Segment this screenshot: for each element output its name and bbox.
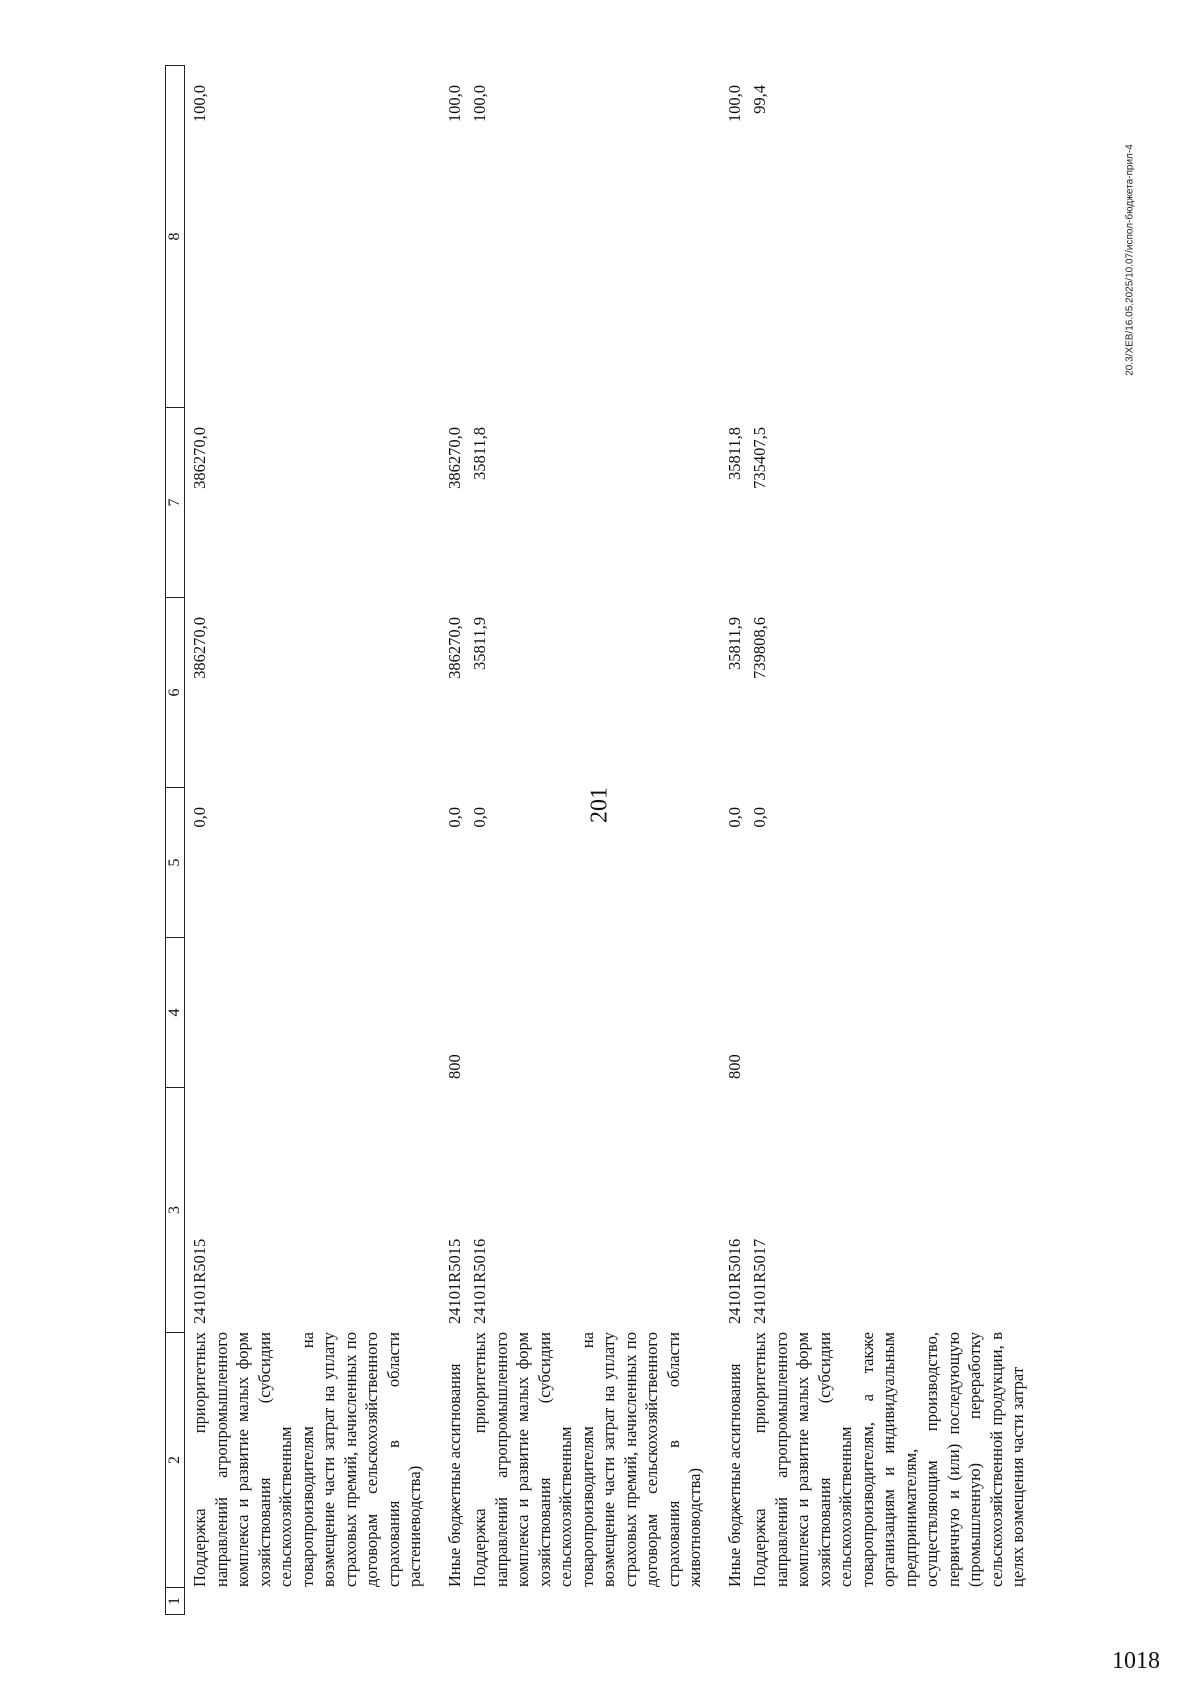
value-col5: 0,0 [724,807,744,828]
value-col5: 0,0 [750,807,769,828]
value-col5: 0,0 [470,807,489,828]
value-col5: 0,0 [444,807,464,828]
value-col7: 35811,8 [724,427,744,481]
row-description: Поддержка приоритетных направлений агропромышленного комплекса и развитие малых форм хозяйствования (субсидии сельскохозяйственным товаропроизводителям, а также организациям и индивидуальным предпринимателям, осуществляющим производство, первичную и (или) последующую (промышленную) переработку сельскохозяйственной продукции, в целях возмещения части затрат [750,1332,1027,1587]
footer-code: 20.3/ХЕВ/16.05.2025/10.07/испол-бюджета-прил-4 [1124,144,1136,376]
expense-type [745,937,1029,1087]
expense-type: 800 [724,1054,744,1079]
expense-type: 800 [444,1054,464,1079]
table-row [745,65,1029,1615]
target-article-code: 24101R5017 [750,1238,769,1324]
row-number [465,1587,706,1615]
row-description: Поддержка приоритетных направлений агропромышленного комплекса и развитие малых форм хозяйствования (субсидии сельскохозяйственным товаропроизводителям на возмещение части затрат на уплату страховых премий, начисленных по договорам сельскохозяйственного страхования в области растениеводства) [190,1332,424,1587]
expense-type [465,937,706,1087]
expense-type [185,937,426,1087]
sheet-number: 1018 [1112,1648,1160,1674]
value-col6: 386270,0 [444,617,464,679]
value-col8: 100,0 [724,85,744,123]
table-row [185,65,426,1615]
table-row [720,65,746,1615]
page-number: 201 [586,787,613,823]
column-header: 5 [165,787,185,937]
table-row [465,65,706,1615]
column-header: 7 [165,407,185,597]
column-header: 1 [165,1587,185,1615]
value-col6: 35811,9 [724,617,744,671]
value-col8: 99,4 [750,85,769,114]
value-col6: 386270,0 [190,617,209,679]
table-header [165,65,185,1615]
column-header: 6 [165,597,185,787]
row-number [440,1587,466,1615]
table-row [440,65,466,1615]
target-article-code: 24101R5016 [724,1238,744,1324]
target-article-code: 24101R5016 [470,1238,489,1324]
value-col7: 35811,8 [470,427,489,481]
column-header: 2 [165,1332,185,1587]
value-col8: 100,0 [444,85,464,123]
value-col8: 100,0 [190,85,209,123]
column-header: 8 [165,65,185,407]
value-col6: 739808,6 [750,617,769,679]
column-header: 3 [165,1087,185,1332]
target-article-code: 24101R5015 [190,1238,209,1324]
value-col7: 735407,5 [750,427,769,489]
row-description: Поддержка приоритетных направлений агропромышленного комплекса и развитие малых форм хозяйствования (субсидии сельскохозяйственным товаропроизводителям на возмещение части затрат на уплату страховых премий, начисленных по договорам сельскохозяйственного страхования в области животноводства) [470,1332,704,1587]
row-number [720,1587,746,1615]
value-col5: 0,0 [190,807,209,828]
row-description: Иные бюджетные ассигнования [724,1363,744,1587]
value-col6: 35811,9 [470,617,489,671]
target-article-code: 24101R5015 [444,1238,464,1324]
value-col7: 386270,0 [190,427,209,489]
budget-table [165,65,1027,1615]
row-number [745,1587,1029,1615]
row-number [185,1587,426,1615]
column-header: 4 [165,937,185,1087]
value-col8: 100,0 [470,85,489,123]
value-col7: 386270,0 [444,427,464,489]
row-description: Иные бюджетные ассигнования [444,1363,464,1587]
